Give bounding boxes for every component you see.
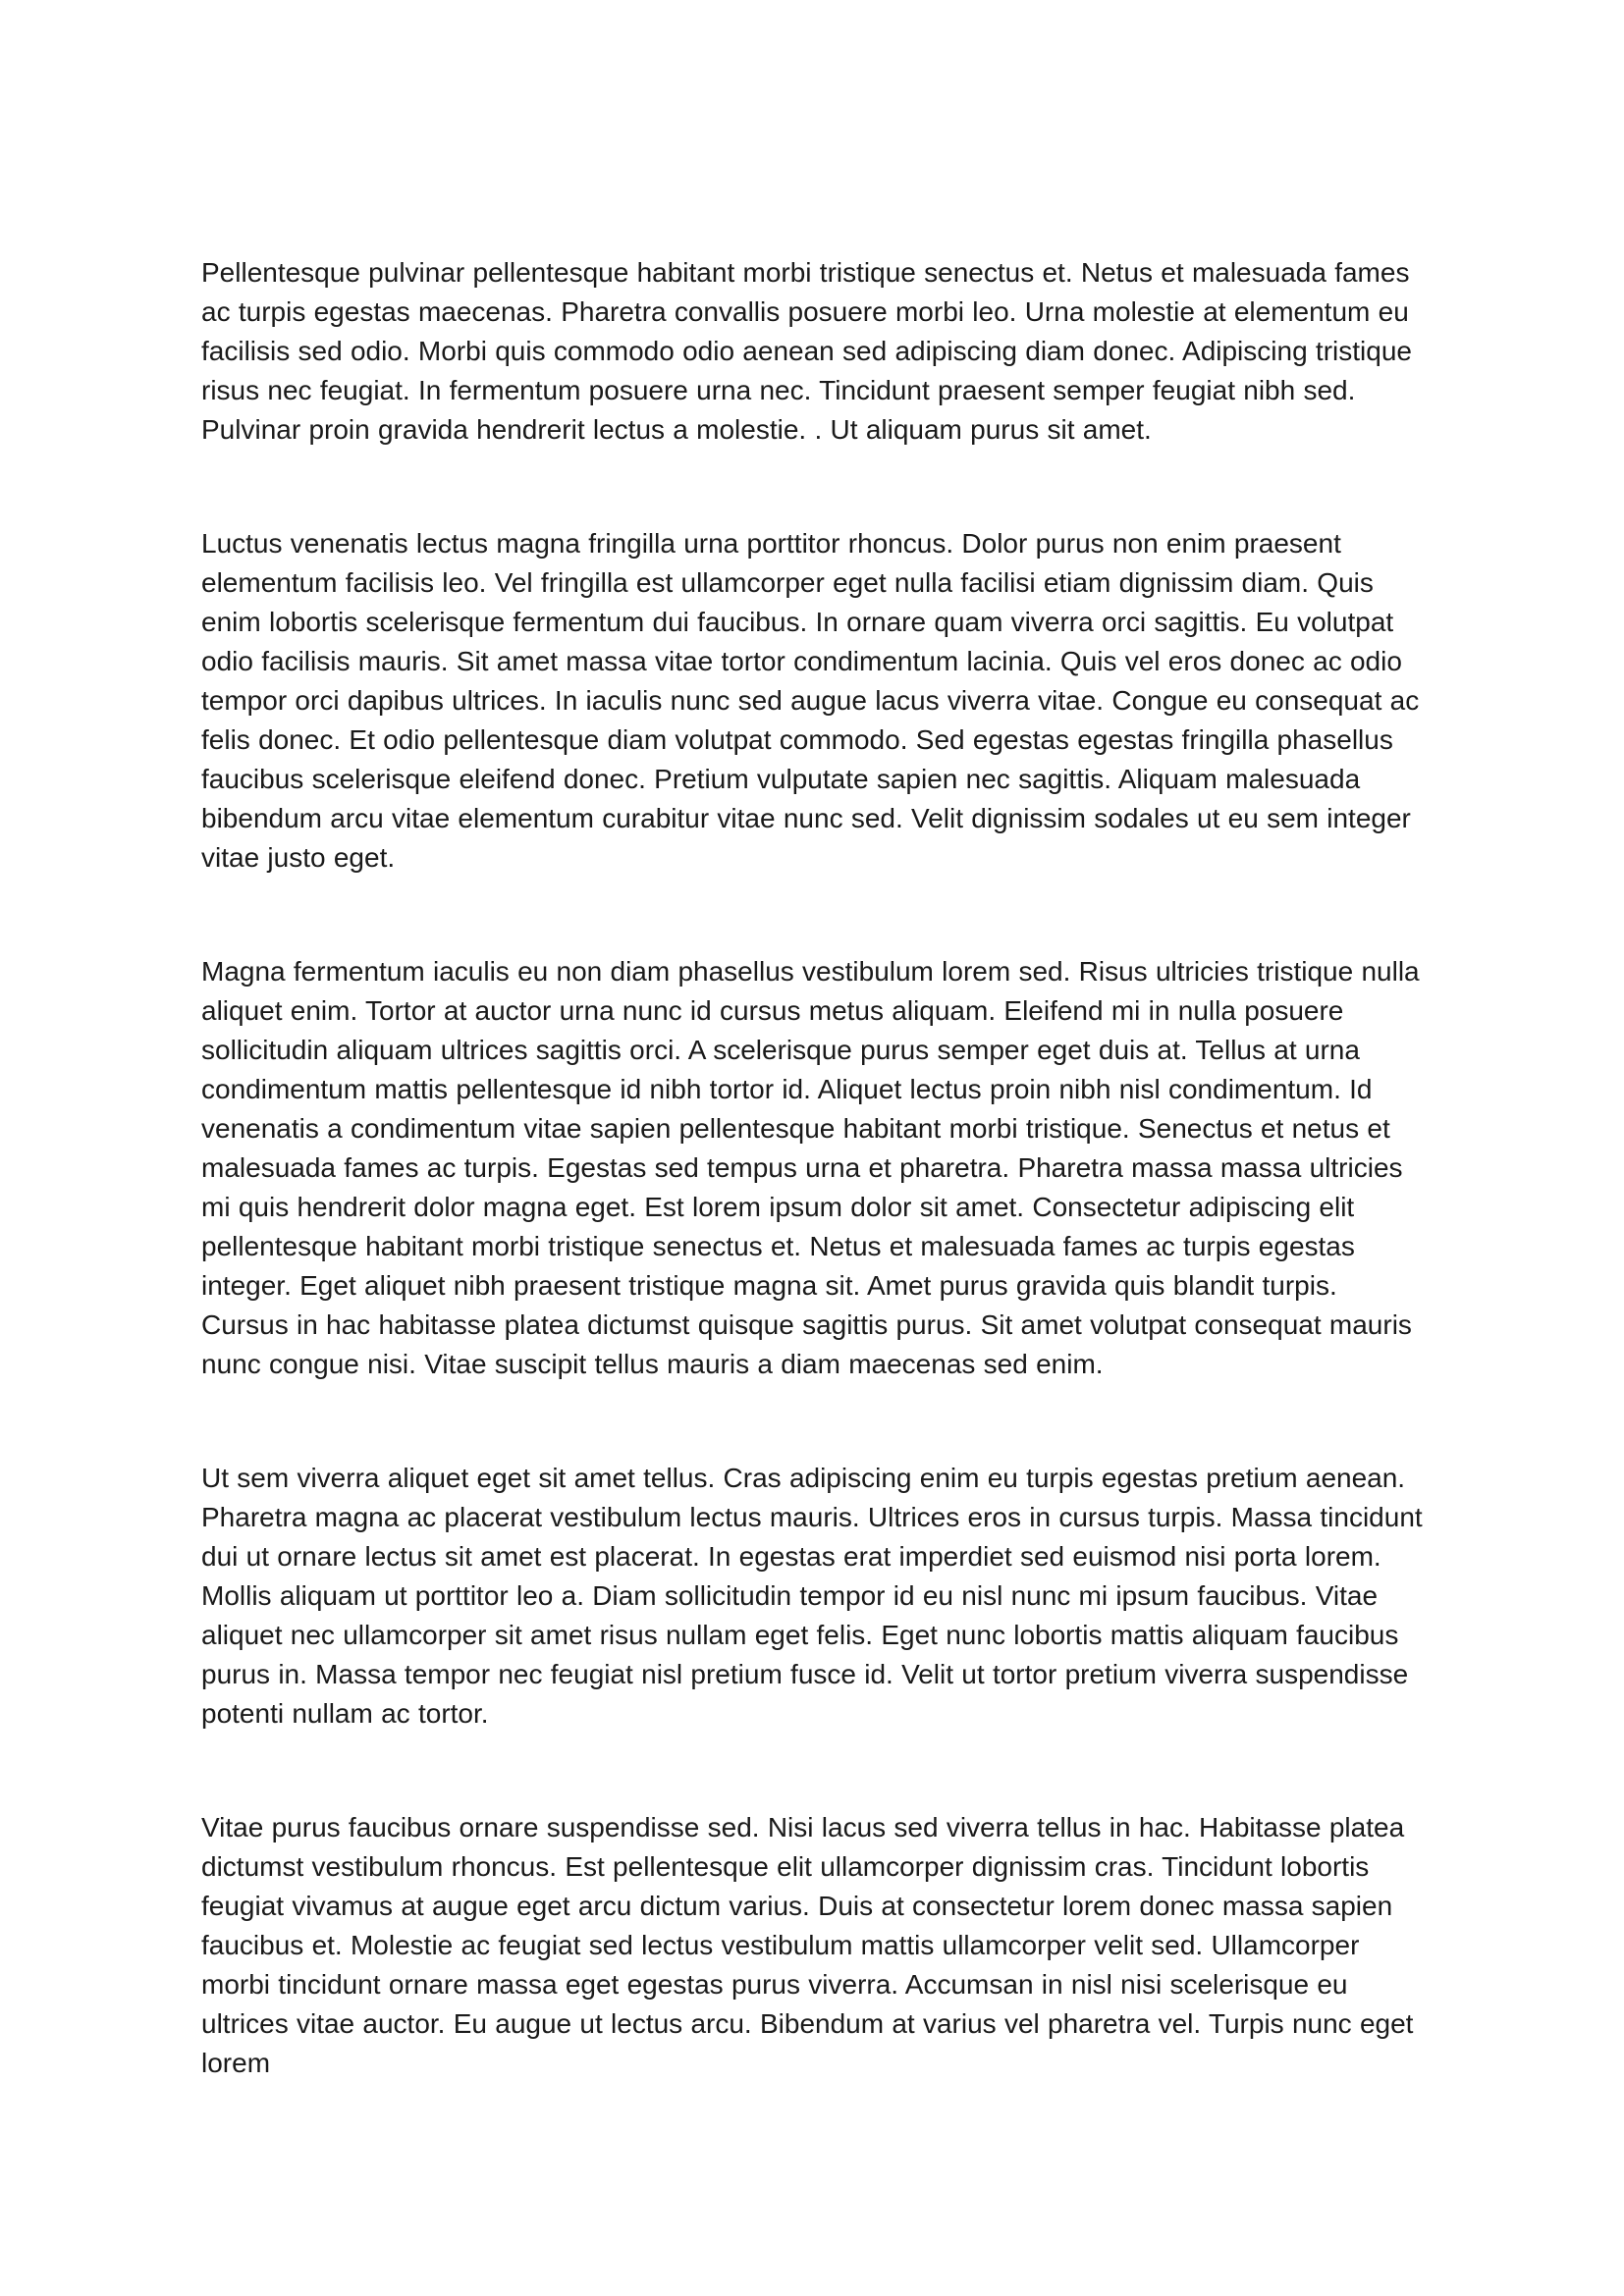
- paragraph-3: Magna fermentum iaculis eu non diam phasellus vestibulum lorem sed. Risus ultricies tristique nulla aliquet enim. Tortor at auctor urna nunc id cursus metus aliquam. Eleifend mi in nulla posuere sollicitudin aliquam ultrices sagittis orci. A scelerisque purus semper eget duis at. Tellus at urna condimentum mattis pellentesque id nibh tortor id. Aliquet lectus proin nibh nisl condimentum. Id venenatis a condimentum vitae sapien pellentesque habitant morbi tristique. Senectus et netus et malesuada fames ac turpis. Egestas sed tempus urna et pharetra. Pharetra massa massa ultricies mi quis hendrerit dolor magna eget. Est lorem ipsum dolor sit amet. Consectetur adipiscing elit pellentesque habitant morbi tristique senectus et. Netus et malesuada fames ac turpis egestas integer. Eget aliquet nibh praesent tristique magna sit. Amet purus gravida quis blandit turpis. Cursus in hac habitasse platea dictumst quisque sagittis purus. Sit amet volutpat consequat mauris nunc congue nisi. Vitae suscipit tellus mauris a diam maecenas sed enim.: [201, 956, 1420, 1379]
- paragraph-2: Luctus venenatis lectus magna fringilla urna porttitor rhoncus. Dolor purus non enim praesent elementum facilisis leo. Vel fringilla est ullamcorper eget nulla facilisi etiam dignissim diam. Quis enim lobortis scelerisque fermentum dui faucibus. In ornare quam viverra orci sagittis. Eu volutpat odio facilisis mauris. Sit amet massa vitae tortor condimentum lacinia. Quis vel eros donec ac odio tempor orci dapibus ultrices. In iaculis nunc sed augue lacus viverra vitae. Congue eu consequat ac felis donec. Et odio pellentesque diam volutpat commodo. Sed egestas egestas fringilla phasellus faucibus scelerisque eleifend donec. Pretium vulputate sapien nec sagittis. Aliquam malesuada bibendum arcu vitae elementum curabitur vitae nunc sed. Velit dignissim sodales ut eu sem integer vitae justo eget.: [201, 528, 1420, 873]
- paragraph-1: Pellentesque pulvinar pellentesque habitant morbi tristique senectus et. Netus et malesuada fames ac turpis egestas maecenas. Pharetra convallis posuere morbi leo. Urna molestie at elementum eu facilisis sed odio. Morbi quis commodo odio aenean sed adipiscing diam donec. Adipiscing tristique risus nec feugiat. In fermentum posuere urna nec. Tincidunt praesent semper feugiat nibh sed. Pulvinar proin gravida hendrerit lectus a molestie. . Ut aliquam purus sit amet.: [201, 257, 1412, 445]
- paragraph-5: Vitae purus faucibus ornare suspendisse sed. Nisi lacus sed viverra tellus in hac. Habitasse platea dictumst vestibulum rhoncus. Est pellentesque elit ullamcorper dignissim cras. Tincidunt lobortis feugiat vivamus at augue eget arcu dictum varius. Duis at consectetur lorem donec massa sapien faucibus et. Molestie ac feugiat sed lectus vestibulum mattis ullamcorper velit sed. Ullamcorper morbi tincidunt ornare massa eget egestas purus viverra. Accumsan in nisl nisi scelerisque eu ultrices vitae auctor. Eu augue ut lectus arcu. Bibendum at varius vel pharetra vel. Turpis nunc eget lorem: [201, 1812, 1414, 2078]
- paragraph-4: Ut sem viverra aliquet eget sit amet tellus. Cras adipiscing enim eu turpis egestas pretium aenean. Pharetra magna ac placerat vestibulum lectus mauris. Ultrices eros in cursus turpis. Massa tincidunt dui ut ornare lectus sit amet est placerat. In egestas erat imperdiet sed euismod nisi porta lorem. Mollis aliquam ut porttitor leo a. Diam sollicitudin tempor id eu nisl nunc mi ipsum faucibus. Vitae aliquet nec ullamcorper sit amet risus nullam eget felis. Eget nunc lobortis mattis aliquam faucibus purus in. Massa tempor nec feugiat nisl pretium fusce id. Velit ut tortor pretium viverra suspendisse potenti nullam ac tortor.: [201, 1463, 1423, 1729]
